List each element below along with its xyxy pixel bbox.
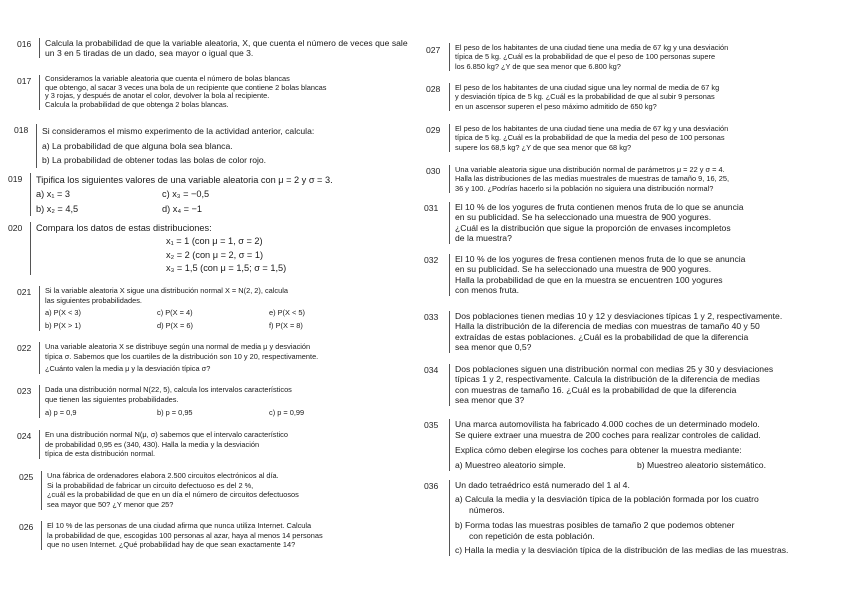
exercise-text: Dada una distribución normal N(22, 5), calcula los intervalos característicos que tienen las siguientes probabilidades. a) p = 0,9 b) p = 0,95 c) p = 0,99 [39, 385, 417, 418]
exercise-number: 030 [426, 166, 441, 176]
exercise-text: Tipifica los siguientes valores de una variable aleatoria con μ = 2 y σ = 3. a) x₁ = 3 c) x₃ = −0,5 b) x₂ = 4,5 d) x₄ = −1 [30, 173, 418, 216]
exercise-number: 036 [424, 481, 439, 491]
exercise-text: Una variable aleatoria sigue una distribución normal de parámetros μ = 22 y σ = 4. Halla las distribuciones de las medias muestrales de muestras de tamaño 9, 16, 25, 36 y 100. ¿Podrías hacerlo si la población no siguiera una distribución normal? [449, 165, 845, 193]
exercise-text: Una fábrica de ordenadores elabora 2.500 circuitos electrónicos al día. Si la probabilidad de fabricar un circuito defectuoso es del 2 %, ¿cuál es la probabilidad de que en un día el número de circuitos defectuosos sea mayor que 50? ¿Y menor que 25? [41, 471, 419, 510]
exercise-number: 026 [19, 522, 34, 532]
exercise-number: 034 [424, 365, 439, 375]
exercise-text: El 10 % de los yogures de fruta contienen menos fruta de lo que se anuncia en su publicidad. Se ha seleccionado una muestra de 900 yogures. ¿Cuál es la distribución que sigue la proporción de envases incompletos de la muestra? [449, 202, 845, 244]
exercise-text: Una variable aleatoria X se distribuye según una normal de media μ y desviación típica σ. Sabemos que los cuartiles de la distribución son 10 y 20, respectivamente. ¿Cuánto valen la media μ y la desviación típica σ? [39, 342, 417, 374]
exercise-text: El peso de los habitantes de una ciudad tiene una media de 67 kg y una desviación típica de 5 kg. ¿Cuál es la probabilidad de que la media del peso de 100 personas supere los 68,5 kg? ¿Y de que sea menor que 68 kg? [449, 124, 845, 152]
exercise-number: 033 [424, 312, 439, 322]
exercise-number: 019 [8, 174, 23, 184]
exercise-number: 035 [424, 420, 439, 430]
exercise-number: 031 [424, 203, 439, 213]
exercise-text: Compara los datos de estas distribuciones: x₁ = 1 (con μ = 1, σ = 2) x₂ = 2 (con μ = 2, σ = 1) x₃ = 1,5 (con μ = 1,5; σ = 1,5) [30, 222, 418, 275]
exercise-number: 021 [17, 287, 32, 297]
exercise-text: Consideramos la variable aleatoria que cuenta el número de bolas blancas que obtengo, al sacar 3 veces una bola de un recipiente que contiene 2 bolas blancas y 3 rojas, y después de anotar el color, devolver la bola al recipiente. Calcula la probabilidad de que obtenga 2 bolas blancas. [39, 75, 417, 110]
exercise-number: 020 [8, 223, 23, 233]
exercise-number: 016 [17, 39, 32, 49]
exercise-text: Un dado tetraédrico está numerado del 1 al 4. a) Calcula la media y la desviación típica de la población formada por los cuatro números. b) Forma todas las muestras posibles de tamaño 2 que podemos obtener con repetición de esta población. c) Halla la media y la desviación típica de la distribución de las medias de las muestras. [449, 480, 848, 556]
exercise-number: 023 [17, 386, 32, 396]
exercise-number: 017 [17, 76, 32, 86]
exercise-number: 032 [424, 255, 439, 265]
exercise-text: Una marca automovilista ha fabricado 4.000 coches de un determinado modelo. Se quiere extraer una muestra de 200 coches para realizar controles de calidad. Explica cómo deben elegirse los coches para obtener la muestra mediante: a) Muestreo aleatorio simple. b) Muestreo aleatorio sistemático. [449, 419, 847, 471]
exercise-text: Dos poblaciones tienen medias 10 y 12 y desviaciones típicas 1 y 2, respectivamente. Halla la distribución de la diferencia de medias con muestras de tamaño 40 y 50 extraídas de estas poblaciones. ¿Cuál es la probabilidad de que la diferencia sea menor que 0,5? [449, 311, 847, 353]
exercise-number: 025 [19, 472, 34, 482]
exercise-number: 027 [426, 45, 441, 55]
exercise-text: Si consideramos el mismo experimento de la actividad anterior, calcula: a) La probabilidad de que alguna bola sea blanca. b) La probabilidad de obtener todas las bolas de color rojo. [36, 124, 418, 168]
exercise-text: El 10 % de las personas de una ciudad afirma que nunca utiliza Internet. Calcula la probabilidad de que, escogidas 100 personas al azar, haya al menos 14 personas que no usen Internet. ¿Qué probabilidad hay de que sean exactamente 14? [41, 521, 419, 550]
exercise-text: Dos poblaciones siguen una distribución normal con medias 25 y 30 y desviaciones típicas 1 y 2, respectivamente. Calcula la distribución de la diferencia de medias con muestras de tamaño 16. ¿Cuál es la probabilidad de que la diferencia sea menor que 3? [449, 364, 847, 406]
exercise-text: En una distribución normal N(μ, σ) sabemos que el intervalo característico de probabilidad 0,95 es (340, 430). Halla la media y la desviación típica de esta distribución normal. [39, 430, 417, 459]
exercise-number: 024 [17, 431, 32, 441]
exercise-number: 022 [17, 343, 32, 353]
exercise-text: El peso de los habitantes de una ciudad tiene una media de 67 kg y una desviación típica de 5 kg. ¿Cuál es la probabilidad de que el peso de 100 personas supere los 6.850 kg? ¿Y de que sea menor que 6.800 kg? [449, 43, 845, 71]
exercise-number: 018 [14, 125, 29, 135]
exercise-text: Si la variable aleatoria X sigue una distribución normal X = N(2, 2), calcula las siguientes probabilidades. a) P(X < 3) c) P(X = 4) e) P(X < 5) b) P(X > 1) d) P(X = 6) f) P(X = 8) [39, 286, 417, 331]
exercise-text: El 10 % de los yogures de fresa contienen menos fruta de lo que se anuncia en su publicidad. Se ha seleccionado una muestra de 900 yogures. Halla la probabilidad de que en la muestra se encuentren 100 yogures con menos fruta. [449, 254, 845, 296]
exercise-text: El peso de los habitantes de una ciudad sigue una ley normal de media de 67 kg y desviación típica de 5 kg. ¿Cuál es la probabilidad de que al subir 9 personas en un ascensor superen el peso máximo admitido de 650 kg? [449, 83, 845, 111]
exercise-number: 029 [426, 125, 441, 135]
exercise-number: 028 [426, 84, 441, 94]
exercise-text: Calcula la probabilidad de que la variable aleatoria, X, que cuenta el número de veces que sale un 3 en 5 tiradas de un dado, sea mayor o igual que 3. [39, 38, 417, 58]
